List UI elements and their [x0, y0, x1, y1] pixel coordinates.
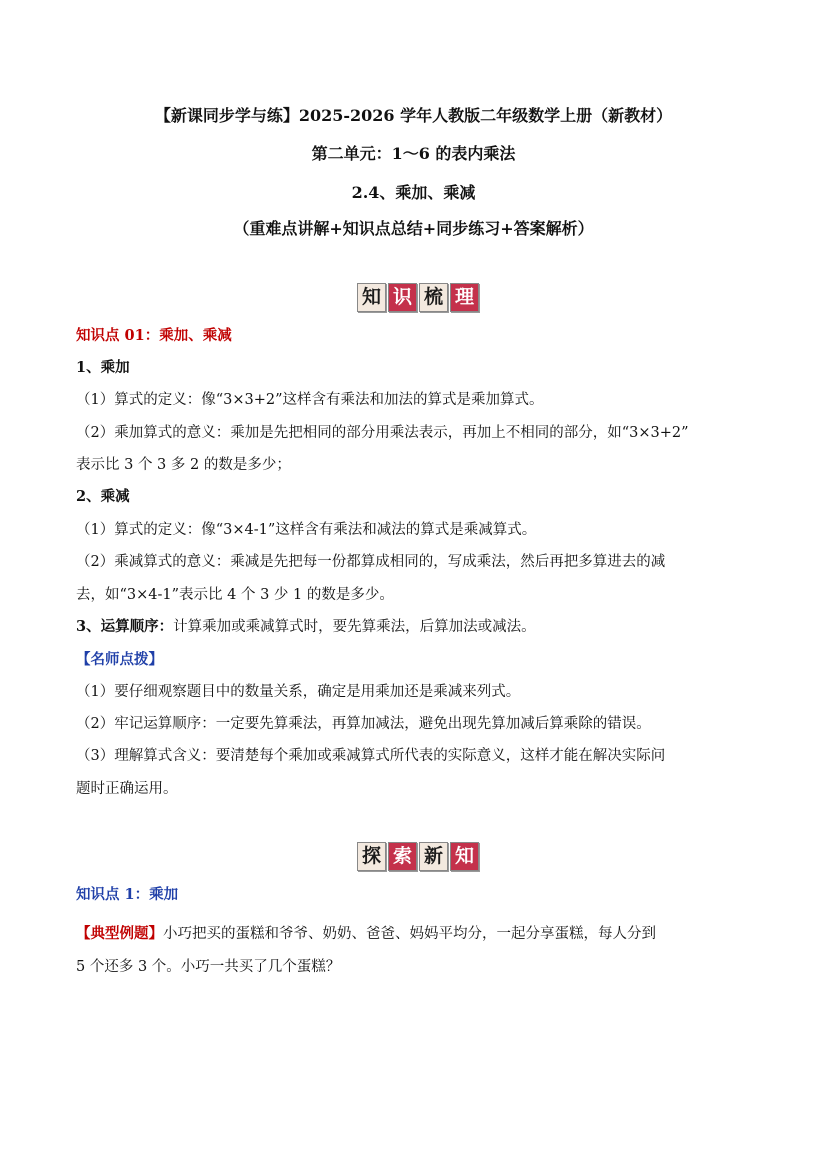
section2-heading: 知识点 1：乘加 [76, 886, 179, 903]
doc-title-line4: （重难点讲解+知识点总结+同步练习+答案解析） [233, 219, 594, 238]
doc-title-line1: 【新课同步学与练】2025-2026 学年人教版二年级数学上册（新教材） [154, 106, 673, 125]
badge-char: 识 [388, 283, 417, 312]
doc-title-line2: 第二单元：1～6 的表内乘法 [311, 144, 516, 163]
tip-item: （1）要仔细观察题目中的数量关系，确定是用乘加还是乘减来列式。 [76, 684, 521, 700]
paragraph: （2）乘加算式的意义：乘加是先把相同的部分用乘法表示，再加上不相同的部分，如“3×3+2” [76, 425, 689, 441]
doc-title-line3: 2.4、乘加、乘减 [351, 183, 476, 202]
example-question [76, 924, 756, 944]
paragraph: 去，如“3×4-1”表示比 4 个 3 少 1 的数是多少。 [76, 587, 394, 603]
teacher-tip-title: 【名师点拨】 [76, 651, 163, 668]
badge-char: 理 [450, 283, 479, 312]
badge-char: 新 [419, 842, 448, 871]
paragraph: 表示比 3 个 3 多 2 的数是多少； [76, 457, 291, 473]
example-question-cont: 5 个还多 3 个。小巧一共买了几个蛋糕？ [76, 959, 341, 975]
badge-char: 梳 [419, 283, 448, 312]
tip-item: （2）牢记运算顺序：一定要先算乘法，再算加减法，避免出现先算加减后算乘除的错误。 [76, 716, 651, 732]
badge-char: 知 [357, 283, 386, 312]
tip-item: 题时正确运用。 [76, 781, 178, 797]
paragraph: （1）算式的定义：像“3×3+2”这样含有乘法和加法的算式是乘加算式。 [76, 392, 544, 408]
tip-item: （3）理解算式含义：要清楚每个乘加或乘减算式所代表的实际意义，这样才能在解决实际问 [76, 748, 666, 764]
operation-order [76, 617, 756, 637]
operation-order-label: 3、运算顺序： [76, 618, 174, 635]
example-label: 【典型例题】 [76, 925, 163, 942]
operation-order-text: 计算乘加或乘减算式时，要先算乘法，后算加法或减法。 [173, 619, 536, 635]
badge-char: 索 [388, 842, 417, 871]
knowledge-summary-badge [357, 283, 479, 312]
subheading-multiply-add: 1、乘加 [76, 359, 130, 376]
paragraph: （1）算式的定义：像“3×4-1”这样含有乘法和减法的算式是乘减算式。 [76, 522, 537, 538]
explore-new-knowledge-badge [357, 842, 479, 871]
paragraph: （2）乘减算式的意义：乘减是先把每一份都算成相同的，写成乘法，然后再把多算进去的减 [76, 554, 666, 570]
example-text: 小巧把买的蛋糕和爷爷、奶奶、爸爸、妈妈平均分，一起分享蛋糕，每人分到 [163, 926, 656, 942]
badge-char: 探 [357, 842, 386, 871]
badge-char: 知 [450, 842, 479, 871]
section1-heading: 知识点 01：乘加、乘减 [76, 327, 232, 344]
subheading-multiply-subtract: 2、乘减 [76, 488, 130, 505]
